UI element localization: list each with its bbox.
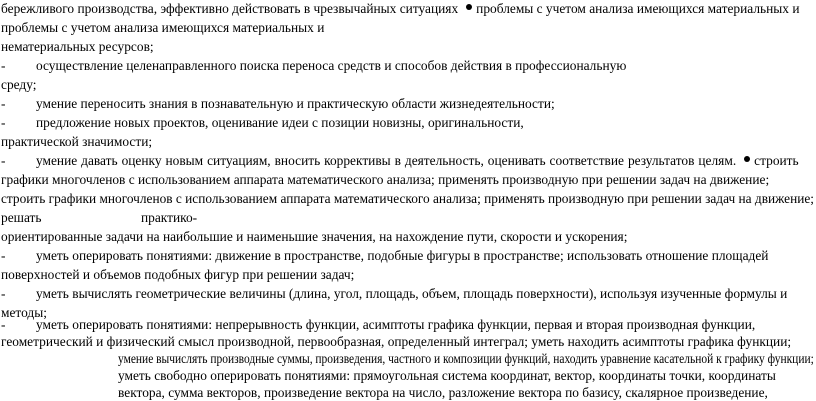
bullet-icon: [466, 4, 472, 10]
text-fragment: графики многочленов с использованием аппарата математического анализа; применять производную при решении задач на движение;: [1, 172, 770, 187]
text-fragment: проблемы с учетом анализа имеющихся материальных и: [476, 1, 800, 16]
list-item-text: умение переносить знания в познавательную и практическую области жизнедеятельности;: [36, 96, 555, 111]
text-fragment: среду;: [1, 77, 37, 92]
text-line: [1, 20, 324, 36]
text-fragment: нематериальных ресурсов;: [1, 39, 154, 54]
text-fragment: геометрический и физический смысл производной, первообразная, определенный интеграл; уметь находить асимптоты графика функции;: [1, 334, 792, 349]
list-item-text: уметь вычислять геометрические величины (длина, угол, площадь, объем, площадь поверхности), используя изученные формулы и: [36, 286, 788, 301]
dash-marker: -: [1, 248, 6, 263]
text-fragment: бережливого производства, эффективно действовать в чрезвычайных ситуациях: [1, 1, 459, 16]
text-fragment: ориентированные задачи на наибольшие и наименьшие значения, на нахождение пути, скорости и ускорения;: [1, 229, 628, 244]
text-fragment: умение давать оценку новым ситуациям, вносить коррективы в деятельность, оценивать соответствие результатов целям.: [36, 153, 737, 168]
text-line: [1, 334, 791, 350]
text-fragment: методы;: [1, 305, 47, 320]
bullet-icon: [744, 156, 750, 162]
text-fragment: строить: [754, 153, 799, 168]
list-item-text: уметь оперировать понятиями: движение в пространстве, подобные фигуры в пространстве; использовать отношение площадей: [36, 248, 769, 263]
list-item-text: уметь оперировать понятиями: непрерывность функции, асимптоты графика функции, первая и вторая производная функции,: [36, 317, 756, 332]
indented-text-line: [118, 385, 768, 401]
text-line: [1, 210, 814, 226]
text-fragment: решать: [1, 210, 42, 225]
text-line: [1, 77, 36, 93]
text-line: [1, 267, 354, 283]
list-item-text: осуществление целенаправленного поиска переноса средств и способов действия в профессиональную: [36, 58, 627, 73]
text-line: [1, 39, 154, 55]
list-item-text: предложение новых проектов, оценивание идеи с позиции новизны, оригинальности,: [36, 115, 524, 130]
list-item-text: [36, 153, 814, 169]
text-fragment: практико-: [141, 210, 198, 225]
indented-text-line: [118, 368, 776, 384]
text-fragment: уметь свободно оперировать понятиями: прямоугольная система координат, вектор, координаты точки, координаты: [118, 368, 776, 383]
dash-marker: -: [1, 317, 6, 332]
dash-marker: -: [1, 115, 6, 130]
text-line: [1, 229, 627, 245]
text-fragment: строить графики многочленов с использованием аппарата математического анализа; применять производную при решении задач на движение;: [1, 191, 815, 206]
text-fragment: вектора, сумма векторов, произведение вектора на число, разложение вектора по базису, скалярное произведение,: [118, 385, 768, 400]
text-line: [1, 134, 152, 150]
dash-marker: -: [1, 153, 6, 168]
text-fragment: проблемы с учетом анализа имеющихся материальных и: [1, 20, 325, 35]
indented-text-line: [118, 351, 814, 367]
dash-marker: -: [1, 286, 6, 301]
dash-marker: -: [1, 96, 6, 111]
text-line: [1, 191, 814, 207]
text-line: [1, 1, 814, 17]
text-fragment: умение вычислять производные суммы, произведения, частного и композиции функций, находить уравнение касательной к графику функции;: [118, 351, 814, 366]
text-fragment: практической значимости;: [1, 134, 153, 149]
text-line: [1, 172, 769, 188]
dash-marker: -: [1, 58, 6, 73]
text-fragment: поверхностей и объемов подобных фигур при решении задач;: [1, 267, 355, 282]
